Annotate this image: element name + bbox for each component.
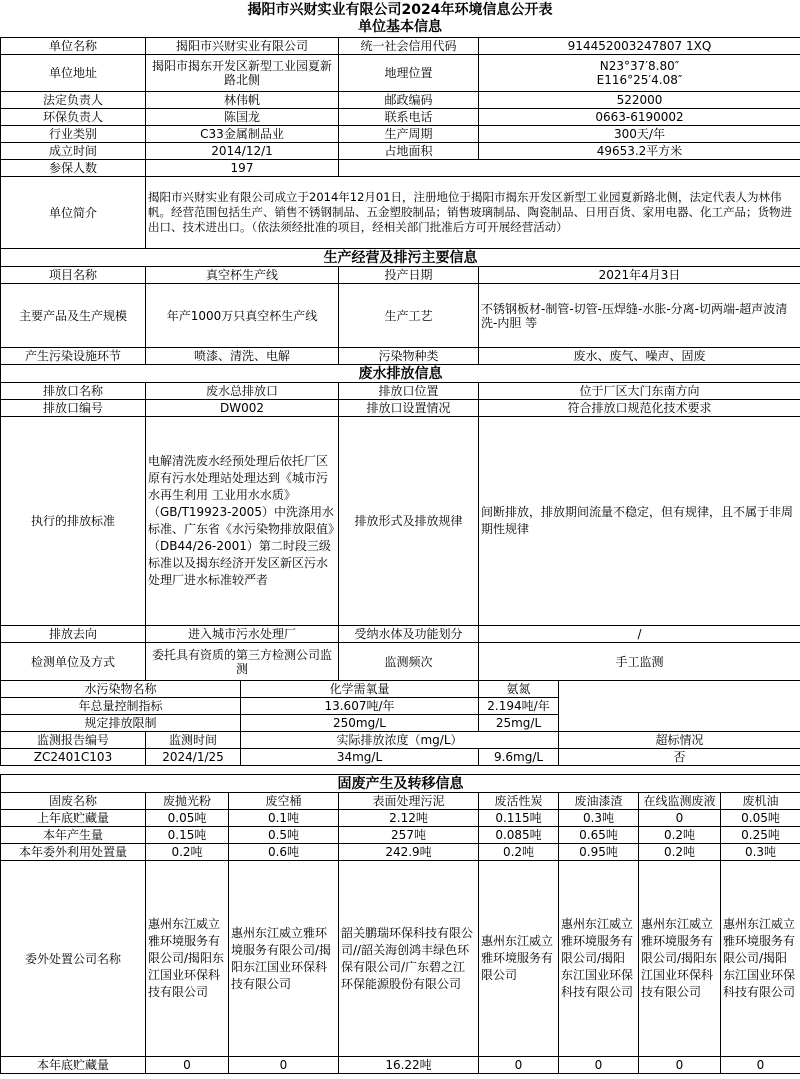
label-process: 生产工艺 xyxy=(339,284,479,348)
generated-value: 0.25吨 xyxy=(721,827,800,844)
disposal-company: 惠州东江威立雅环境服务有限公司/揭阳东江国业环保科技有限公司 xyxy=(559,861,639,1057)
waste-name: 废机油 xyxy=(721,793,800,810)
end-storage-value: 0 xyxy=(229,1057,339,1074)
section-solid-title: 固废产生及转移信息 xyxy=(1,775,800,793)
generated-value: 0.2吨 xyxy=(639,827,721,844)
value-address: 揭阳市揭东开发区新型工业园夏新路北侧 xyxy=(146,55,339,92)
disposal-company: 韶关鹏瑞环保科技有限公司//韶关海创鸿丰绿色环保有限公司/广东碧之江环保能源股份有限公司 xyxy=(339,861,479,1057)
prev-storage-value: 2.12吨 xyxy=(339,810,479,827)
outsourced-value: 0.6吨 xyxy=(229,844,339,861)
label-address: 单位地址 xyxy=(1,55,146,92)
waste-name: 表面处理污泥 xyxy=(339,793,479,810)
label-outlet-name: 排放口名称 xyxy=(1,383,146,400)
label-project: 项目名称 xyxy=(1,267,146,284)
label-monitor-time: 监测时间 xyxy=(146,732,241,749)
value-pollutant-type: 废水、废气、噪声、固废 xyxy=(479,348,800,365)
value-process: 不锈钢板材-制管-切管-压焊缝-水胀-分离-切两端-超声波清洗-内胆 等 xyxy=(479,284,800,348)
prev-storage-value: 0.05吨 xyxy=(721,810,800,827)
label-insured: 参保人数 xyxy=(1,160,146,177)
value-outlet-pos: 位于厂区大门东南方向 xyxy=(479,383,800,400)
page-title: 揭阳市兴财实业有限公司2024年环境信息公开表 xyxy=(247,2,553,18)
label-area: 占地面积 xyxy=(339,143,479,160)
label-pollutant-type: 污染物种类 xyxy=(339,348,479,365)
label-outlet-no: 排放口编号 xyxy=(1,400,146,417)
value-nh3-limit: 25mg/L xyxy=(479,715,559,732)
value-outlet-name: 废水总排放口 xyxy=(146,383,339,400)
solid-waste-table xyxy=(0,774,800,1074)
label-outlet-pos: 排放口位置 xyxy=(339,383,479,400)
value-standard: 电解清洗废水经预处理后依托厂区原有污水处理站处理达到《城市污水再生利用 工业用水水质》（GB/T19923-2005）中洗涤用水标准、广东省《水污染物排放限值》（DB44/26-2001）第二时段三级标准以及揭东经济开发区新区污水处理厂进水标准较严者 xyxy=(146,417,339,626)
waste-name: 废油漆渣 xyxy=(559,793,639,810)
label-industry: 行业类别 xyxy=(1,126,146,143)
value-area: 49653.2平方米 xyxy=(479,143,800,160)
label-start-date: 投产日期 xyxy=(339,267,479,284)
value-founded: 2014/12/1 xyxy=(146,143,339,160)
label-disposal-company: 委外处置公司名称 xyxy=(1,861,146,1057)
label-product: 主要产品及生产规模 xyxy=(1,284,146,348)
value-cod-conc: 34mg/L xyxy=(241,749,479,766)
label-founded: 成立时间 xyxy=(1,143,146,160)
value-geo xyxy=(479,55,800,92)
value-phone: 0663-6190002 xyxy=(479,109,800,126)
end-storage-value: 0 xyxy=(639,1057,721,1074)
value-outlet-set: 符合排放口规范化技术要求 xyxy=(479,400,800,417)
outsourced-value: 0.3吨 xyxy=(721,844,800,861)
value-env-person: 陈国龙 xyxy=(146,109,339,126)
wastewater-table xyxy=(0,364,800,766)
section-production-title: 生产经营及排污主要信息 xyxy=(1,249,800,267)
prev-storage-value: 0.05吨 xyxy=(146,810,229,827)
value-product: 年产1000万只真空杯生产线 xyxy=(146,284,339,348)
value-cod-total: 13.607吨/年 xyxy=(241,698,479,715)
outsourced-value: 0.2吨 xyxy=(639,844,721,861)
value-nh3-name: 氨氮 xyxy=(479,681,559,698)
label-destination: 排放去向 xyxy=(1,626,146,643)
disposal-company: 惠州东江威立雅环境服务有限公司/揭阳东江国业环保科技有限公司 xyxy=(639,861,721,1057)
value-lat: N23°37′8.80″ xyxy=(599,59,680,73)
generated-value: 257吨 xyxy=(339,827,479,844)
label-phone: 联系电话 xyxy=(339,109,479,126)
prev-storage-value: 0.1吨 xyxy=(229,810,339,827)
label-geo: 地理位置 xyxy=(339,55,479,92)
label-emission-limit: 规定排放限制 xyxy=(1,715,241,732)
value-cod-limit: 250mg/L xyxy=(241,715,479,732)
value-pollution-link: 喷漆、清洗、电解 xyxy=(146,348,339,365)
label-frequency: 监测频次 xyxy=(339,643,479,681)
generated-value: 0.65吨 xyxy=(559,827,639,844)
generated-value: 0.085吨 xyxy=(479,827,559,844)
end-storage-value: 0 xyxy=(559,1057,639,1074)
value-legal: 林伟帆 xyxy=(146,92,339,109)
value-industry: C33金属制品业 xyxy=(146,126,339,143)
label-report-no: 监测报告编号 xyxy=(1,732,146,749)
end-storage-value: 0 xyxy=(721,1057,800,1074)
label-prev-storage: 上年底贮藏量 xyxy=(1,810,146,827)
end-storage-value: 0 xyxy=(146,1057,229,1074)
value-exceed: 否 xyxy=(559,749,800,766)
value-outlet-no: DW002 xyxy=(146,400,339,417)
outsourced-value: 0.2吨 xyxy=(479,844,559,861)
production-table xyxy=(0,248,800,365)
label-intro: 单位简介 xyxy=(1,177,146,249)
label-pollutant-name: 水污染物名称 xyxy=(1,681,241,698)
value-receiving-water: / xyxy=(479,626,800,643)
label-cycle: 生产周期 xyxy=(339,126,479,143)
label-waste-name: 固废名称 xyxy=(1,793,146,810)
outsourced-value: 0.95吨 xyxy=(559,844,639,861)
value-start-date: 2021年4月3日 xyxy=(479,267,800,284)
value-nh3-total: 2.194吨/年 xyxy=(479,698,559,715)
prev-storage-value: 0.3吨 xyxy=(559,810,639,827)
disposal-company: 惠州东江威立雅环境服务有限公司/揭阳东江国业环保科技有限公司 xyxy=(146,861,229,1057)
label-receiving-water: 受纳水体及功能划分 xyxy=(339,626,479,643)
basic-info-table xyxy=(0,37,800,249)
disposal-company: 惠州东江威立雅环境服务有限公司/揭阳东江国业环保科技有限公司 xyxy=(721,861,800,1057)
label-end-storage: 本年底贮藏量 xyxy=(1,1057,146,1074)
value-lon: E116°25′4.08″ xyxy=(596,73,683,87)
waste-name: 废抛光粉 xyxy=(146,793,229,810)
label-unit-name: 单位名称 xyxy=(1,38,146,55)
value-report-no: ZC2401C103 xyxy=(1,749,146,766)
label-actual-conc: 实际排放浓度（mg/L） xyxy=(241,732,559,749)
value-cycle: 300天/年 xyxy=(479,126,800,143)
value-intro: 揭阳市兴财实业有限公司成立于2014年12月01日，注册地位于揭阳市揭东开发区新型工业园夏新路北侧，法定代表人为林伟帆。经营范围包括生产、销售不锈钢制品、五金塑胶制品；销售玻璃制品、陶瓷制品、日用百货、家用电器、化工产品；货物进出口、技术进出口。（依法须经批准的项目，经相关部门批准后方可开展经营活动） xyxy=(146,177,800,249)
generated-value: 0.15吨 xyxy=(146,827,229,844)
label-outlet-set: 排放口设置情况 xyxy=(339,400,479,417)
generated-value: 0.5吨 xyxy=(229,827,339,844)
value-nh3-conc: 9.6mg/L xyxy=(479,749,559,766)
waste-name: 在线监测废液 xyxy=(639,793,721,810)
value-project: 真空杯生产线 xyxy=(146,267,339,284)
label-pollution-link: 产生污染设施环节 xyxy=(1,348,146,365)
prev-storage-value: 0 xyxy=(639,810,721,827)
prev-storage-value: 0.115吨 xyxy=(479,810,559,827)
value-monitor-time: 2024/1/25 xyxy=(146,749,241,766)
outsourced-value: 0.2吨 xyxy=(146,844,229,861)
value-unit-name: 揭阳市兴财实业有限公司 xyxy=(146,38,339,55)
section-basic-title: 单位基本信息 xyxy=(358,19,442,35)
value-credit-code: 914452003247807 1XQ xyxy=(479,38,800,55)
section-wastewater-title: 废水排放信息 xyxy=(1,365,800,383)
value-postcode: 522000 xyxy=(479,92,800,109)
value-destination: 进入城市污水处理厂 xyxy=(146,626,339,643)
label-exceed: 超标情况 xyxy=(559,732,800,749)
value-frequency: 手工监测 xyxy=(479,643,800,681)
value-insured: 197 xyxy=(146,160,339,177)
end-storage-value: 16.22吨 xyxy=(339,1057,479,1074)
label-legal: 法定负责人 xyxy=(1,92,146,109)
label-mode: 排放形式及排放规律 xyxy=(339,417,479,626)
label-generated: 本年产生量 xyxy=(1,827,146,844)
label-standard: 执行的排放标准 xyxy=(1,417,146,626)
outsourced-value: 242.9吨 xyxy=(339,844,479,861)
disposal-company: 惠州东江威立雅环境服务有限公司 xyxy=(479,861,559,1057)
disposal-company: 惠州东江威立雅环境服务有限公司/揭阳东江国业环保科技有限公司 xyxy=(229,861,339,1057)
label-monitor-unit: 检测单位及方式 xyxy=(1,643,146,681)
label-env-person: 环保负责人 xyxy=(1,109,146,126)
value-mode: 间断排放，排放期间流量不稳定，但有规律，且不属于非周期性规律 xyxy=(479,417,800,626)
label-total-quota: 年总量控制指标 xyxy=(1,698,241,715)
waste-name: 废活性炭 xyxy=(479,793,559,810)
waste-name: 废空桶 xyxy=(229,793,339,810)
end-storage-value: 0 xyxy=(479,1057,559,1074)
value-cod-name: 化学需氧量 xyxy=(241,681,479,698)
value-monitor-unit: 委托具有资质的第三方检测公司监测 xyxy=(146,643,339,681)
label-postcode: 邮政编码 xyxy=(339,92,479,109)
label-credit-code: 统一社会信用代码 xyxy=(339,38,479,55)
label-outsourced: 本年委外利用处置量 xyxy=(1,844,146,861)
